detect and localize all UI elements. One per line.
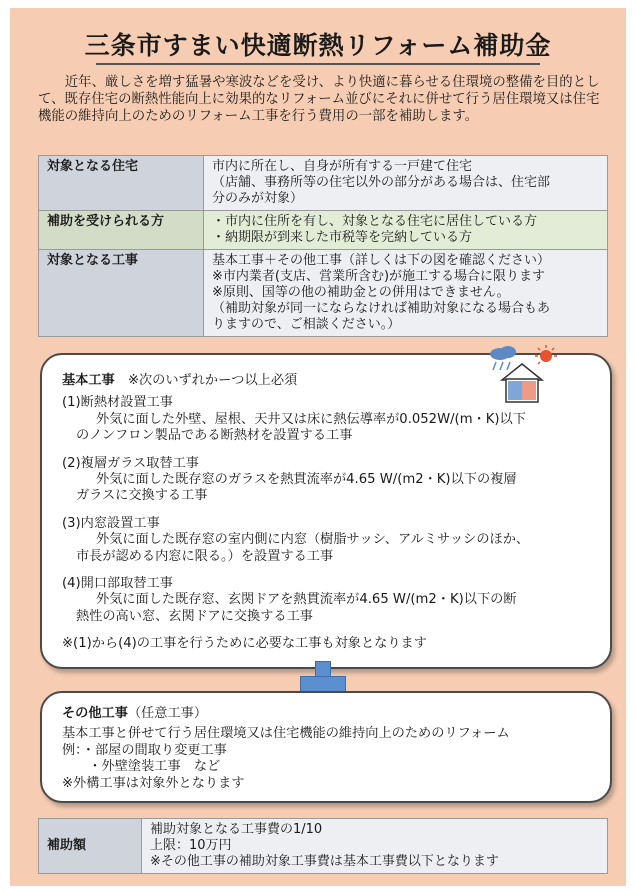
row-body-target-work (204, 250, 608, 337)
item-title: (4)開口部取替工事 (62, 576, 173, 592)
row-body-eligible-person (204, 211, 608, 250)
row-header-target-house: 対象となる住宅 (39, 156, 204, 211)
text-line: ・市内に住所を有し、対象となる住宅に居住している方 (212, 214, 538, 229)
text-line: ※市内業者(支店、営業所含む)が施工する場合に限ります (212, 269, 546, 284)
text-line: ガラスに交換する工事 (76, 488, 208, 504)
other-work-heading-line (62, 706, 510, 722)
other-work-panel (40, 691, 612, 803)
item-title: (1)断熱材設置工事 (62, 395, 173, 411)
text-line: 市長が認める内窓に限る。）を設置する工事 (76, 548, 334, 564)
text-line: 外気に面した既存窓、玄関ドアを熱貫流率が4.65 W/(m2・K)以下の断 (96, 592, 517, 608)
table-row (39, 819, 608, 874)
text-line: ※その他工事の補助対象工事費は基本工事費以下となります (150, 854, 499, 869)
text-line: りますので、ご相談ください。） (212, 317, 401, 332)
item-title: (3)内窓設置工事 (62, 515, 160, 531)
text-line: 基本工事＋その他工事（詳しくは下の図を確認ください） (212, 253, 551, 268)
subsidy-table (38, 818, 608, 874)
row-body-target-house (204, 156, 608, 211)
subsidy-header: 補助額 (39, 819, 142, 874)
text-line: （店舗、事務所等の住宅以外の部分がある場合は、住宅部 (212, 175, 551, 190)
text-line: 外気に面した既存窓の室内側に内窓（樹脂サッシ、アルミサッシのほか、 (96, 532, 530, 548)
intro-text (38, 74, 604, 125)
house-weather-icon (486, 344, 558, 404)
flyer-page (10, 8, 626, 886)
table-row (39, 250, 608, 337)
sun-icon (535, 345, 557, 364)
row-header-eligible-person: 補助を受けられる方 (39, 211, 204, 250)
other-work-heading-note: （任意工事） (127, 706, 208, 721)
text-line: 上限：10万円 (150, 838, 232, 853)
house-icon (502, 364, 542, 402)
text-line: のノンフロン製品である断熱材を設置する工事 (76, 428, 353, 444)
row-header-target-work: 対象となる工事 (39, 250, 204, 337)
table-row (39, 211, 608, 250)
basic-work-heading: 基本工事 (62, 373, 115, 388)
text-line: 熱性の高い窓、玄関ドアに交換する工事 (76, 608, 313, 624)
title-underline (96, 63, 540, 65)
basic-work-footnote: ※(1)から(4)の工事を行うために必要な工事も対象となります (62, 636, 427, 652)
text-line: ・外壁塗装工事 など (62, 759, 221, 775)
eligibility-table (38, 155, 608, 337)
text-line: 例：・部屋の間取り変更工事 (62, 742, 227, 758)
other-work-heading: その他工事 (62, 706, 128, 721)
text-line: 市内に所在し、自身が所有する一戸建て住宅 (212, 159, 473, 174)
subsidy-body (142, 819, 608, 874)
item-title: (2)複層ガラス取替工事 (62, 455, 199, 471)
basic-work-content (62, 373, 529, 653)
text-line: ・納期限が到来した市税等を完納している方 (212, 230, 473, 245)
text-line: 基本工事と併せて行う居住環境又は住宅機能の維持向上のためのリフォーム (62, 726, 510, 742)
basic-work-heading-line (62, 373, 529, 389)
snow-cloud-icon (490, 346, 516, 370)
text-line: 外気に面した外壁、屋根、天井又は床に熱伝導率が0.052W/(m・K)以下 (96, 411, 526, 427)
other-work-content (62, 706, 510, 792)
basic-work-note: ※次のいずれかーつ以上必須 (127, 373, 298, 388)
text-line: 分のみが対象） (212, 191, 304, 206)
text-line: ※外構工事は対象外となります (62, 775, 245, 791)
text-line: （補助対象が同一にならなければ補助対象になる場合もあ (212, 301, 551, 316)
text-line: ※原則、国等の他の補助金との併用はできません。 (212, 285, 510, 300)
text-line: 補助対象となる工事費の1/10 (150, 822, 323, 837)
intro-paragraph: 近年、厳しさを増す猛暑や寒波などを受け、より快適に暮らせる住環境の整備を目的として、既存住宅の断熱性能向上に効果的なリフォーム並びにそれに併せて行う居住環境又は住宅機能の維持向上のためのリフォーム工事を行う費用の一部を補助します。 (38, 75, 600, 124)
text-line: 外気に面した既存窓のガラスを熱貫流率が4.65 W/(m2・K)以下の複層 (96, 472, 517, 488)
page-title: 三条市すまい快適断熱リフォーム補助金 (84, 31, 552, 60)
table-row (39, 156, 608, 211)
